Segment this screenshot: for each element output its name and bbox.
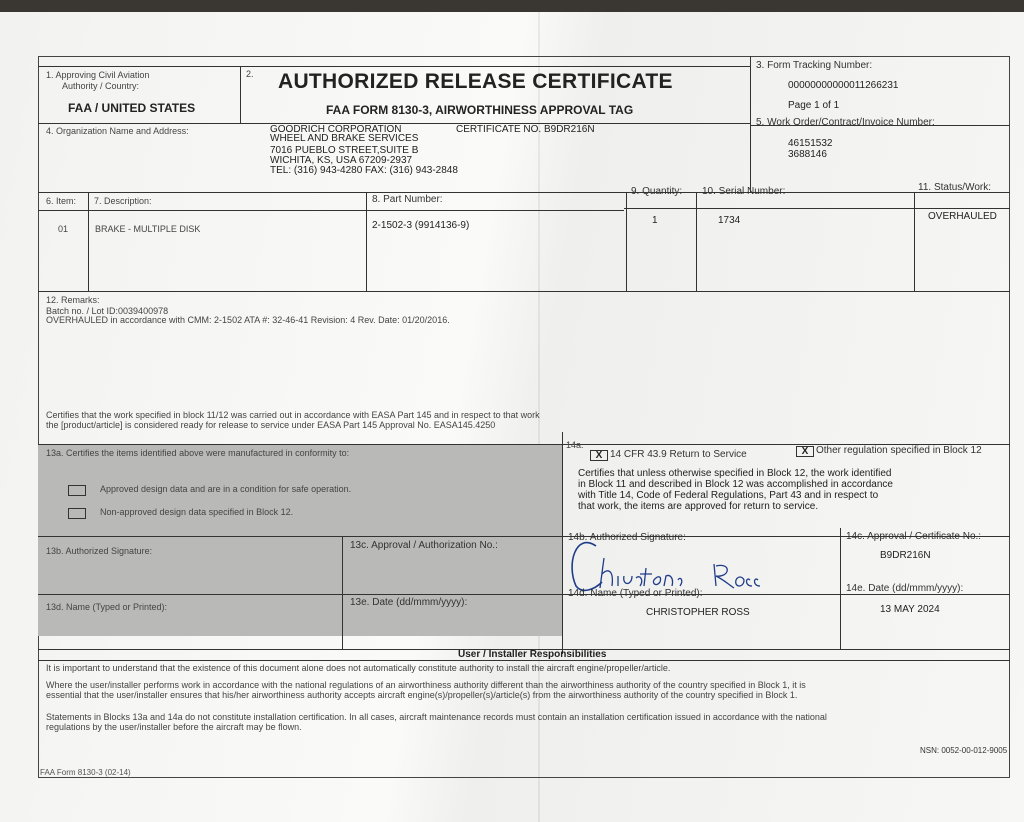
approved-design-checkbox	[68, 485, 86, 496]
approval-certificate-number: B9DR216N	[880, 550, 931, 561]
block14a-line-1: Certifies that unless otherwise specified in Block 12, the work identified	[578, 468, 892, 479]
org-line-4: WICHITA, KS, USA 67209-2937	[270, 155, 413, 166]
block14e-label: 14e. Date (dd/mmm/yyyy):	[846, 583, 964, 594]
block14a-line-4: that work, the items are approved for return to service.	[578, 501, 819, 512]
certificate-number: CERTIFICATE NO. B9DR216N	[456, 124, 595, 135]
block13e-label: 13e. Date (dd/mmm/yyyy):	[350, 597, 468, 608]
form-subtitle: FAA FORM 8130-3, AIRWORTHINESS APPROVAL TAG	[326, 103, 634, 117]
part-number-value: 2-1502-3 (9914136-9)	[372, 220, 470, 231]
approving-authority: FAA / UNITED STATES	[68, 101, 196, 115]
nsn-footer: NSN: 0052-00-012-9005	[920, 746, 1008, 755]
responsibilities-p3-line-1: Statements in Blocks 13a and 14a do not constitute installation certification. In all cases, aircraft maintenance records must contain an installation certification issued in accordance with the national	[46, 712, 827, 722]
remarks-line-2: OVERHAULED in accordance with CMM: 2-1502 ATA #: 32-46-41 Revision: 4 Rev. Date: 01/20/2016.	[46, 315, 450, 325]
block14a-label: 14a.	[566, 440, 584, 450]
quantity-header: 9. Quantity:	[631, 186, 683, 197]
block1-label-2: Authority / Country:	[62, 81, 140, 91]
block13a-label: 13a. Certifies the items identified above were manufactured in conformity to:	[46, 448, 350, 458]
form-number-footer: FAA Form 8130-3 (02-14)	[40, 768, 131, 777]
block3-label: 3. Form Tracking Number:	[756, 60, 873, 71]
work-order-2: 3688146	[788, 149, 827, 160]
part-number-header: 8. Part Number:	[372, 194, 443, 205]
return-to-service-text: 14 CFR 43.9 Return to Service	[610, 449, 747, 460]
certifies-line-1: Certifies that the work specified in block 11/12 was carried out in accordance with EASA Part 145 and in respect to that work	[46, 410, 540, 420]
block2-number: 2.	[246, 69, 254, 79]
status-work-header: 11. Status/Work:	[918, 182, 991, 193]
responsibilities-p2-line-2: essential that the user/installer ensures that his/her airworthiness authority accepts aircraft engine(s)/propeller(s)/article(s) from the airworthiness authority of the country specified in Block 1.	[46, 690, 798, 700]
block5-label: 5. Work Order/Contract/Invoice Number:	[756, 117, 935, 128]
block14d-label: 14d. Name (Typed or Printed):	[568, 588, 703, 599]
responsibilities-p1: It is important to understand that the existence of this document alone does not automatically constitute authority to install the aircraft engine/propeller/article.	[46, 663, 671, 673]
block13b-label: 13b. Authorized Signature:	[46, 546, 153, 556]
block13c-label: 13c. Approval / Authorization No.:	[350, 540, 498, 551]
page-indicator: Page 1 of 1	[788, 100, 840, 111]
description-header: 7. Description:	[94, 196, 152, 206]
remarks-label: 12. Remarks:	[46, 295, 100, 305]
responsibilities-p2-line-1: Where the user/installer performs work in accordance with the national regulations of an airworthiness authority different than the airworthiness authority of the country specified in Block 1, it is	[46, 680, 806, 690]
responsibilities-title: User / Installer Responsibilities	[458, 649, 607, 660]
block13d-label: 13d. Name (Typed or Printed):	[46, 602, 168, 612]
block14b-label: 14b. Authorized Signature:	[568, 532, 686, 543]
org-line-3: 7016 PUEBLO STREET,SUITE B	[270, 145, 419, 156]
handwritten-signature	[566, 524, 766, 594]
serial-number-value: 1734	[718, 215, 741, 226]
non-approved-design-text: Non-approved design data specified in Block 12.	[100, 507, 294, 517]
quantity-value: 1	[652, 215, 658, 226]
remarks-line-1: Batch no. / Lot ID:0039400978	[46, 306, 169, 316]
non-approved-design-checkbox	[68, 508, 86, 519]
org-line-2: WHEEL AND BRAKE SERVICES	[270, 133, 419, 144]
form-tracking-number: 00000000000011266231	[788, 80, 899, 91]
certifies-line-2: the [product/article] is considered ready for release to service under EASA Part 145 Approval No. EASA145.4250	[46, 420, 496, 430]
responsibilities-p3-line-2: regulations by the user/installer before the aircraft may be flown.	[46, 722, 302, 732]
org-line-5: TEL: (316) 943-4280 FAX: (316) 943-2848	[270, 165, 458, 176]
block14c-label: 14c. Approval / Certificate No.:	[846, 531, 982, 542]
block14a-line-3: with Title 14, Code of Federal Regulations, Part 43 and in respect to	[578, 490, 879, 501]
block4-label: 4. Organization Name and Address:	[46, 126, 189, 136]
status-work-value: OVERHAULED	[928, 211, 997, 222]
approved-design-text: Approved design data and are in a condition for safe operation.	[100, 484, 352, 494]
item-header: 6. Item:	[46, 196, 77, 206]
block1-label-1: 1. Approving Civil Aviation	[46, 70, 150, 80]
form-title: AUTHORIZED RELEASE CERTIFICATE	[278, 70, 673, 93]
signer-name: CHRISTOPHER ROSS	[646, 607, 750, 618]
other-regulation-text: Other regulation specified in Block 12	[816, 445, 982, 456]
release-date: 13 MAY 2024	[880, 604, 940, 615]
description-value: BRAKE - MULTIPLE DISK	[95, 224, 201, 234]
certificate-paper	[0, 12, 1024, 822]
org-line-1: GOODRICH CORPORATION	[270, 124, 402, 135]
block14a-line-2: in Block 11 and described in Block 12 was accomplished in accordance	[578, 479, 893, 490]
other-regulation-checkbox: X	[796, 446, 814, 457]
work-order-1: 46151532	[788, 138, 833, 149]
item-value: 01	[58, 224, 69, 234]
serial-number-header: 10. Serial Number:	[702, 186, 786, 197]
return-to-service-checkbox: X	[590, 450, 608, 461]
